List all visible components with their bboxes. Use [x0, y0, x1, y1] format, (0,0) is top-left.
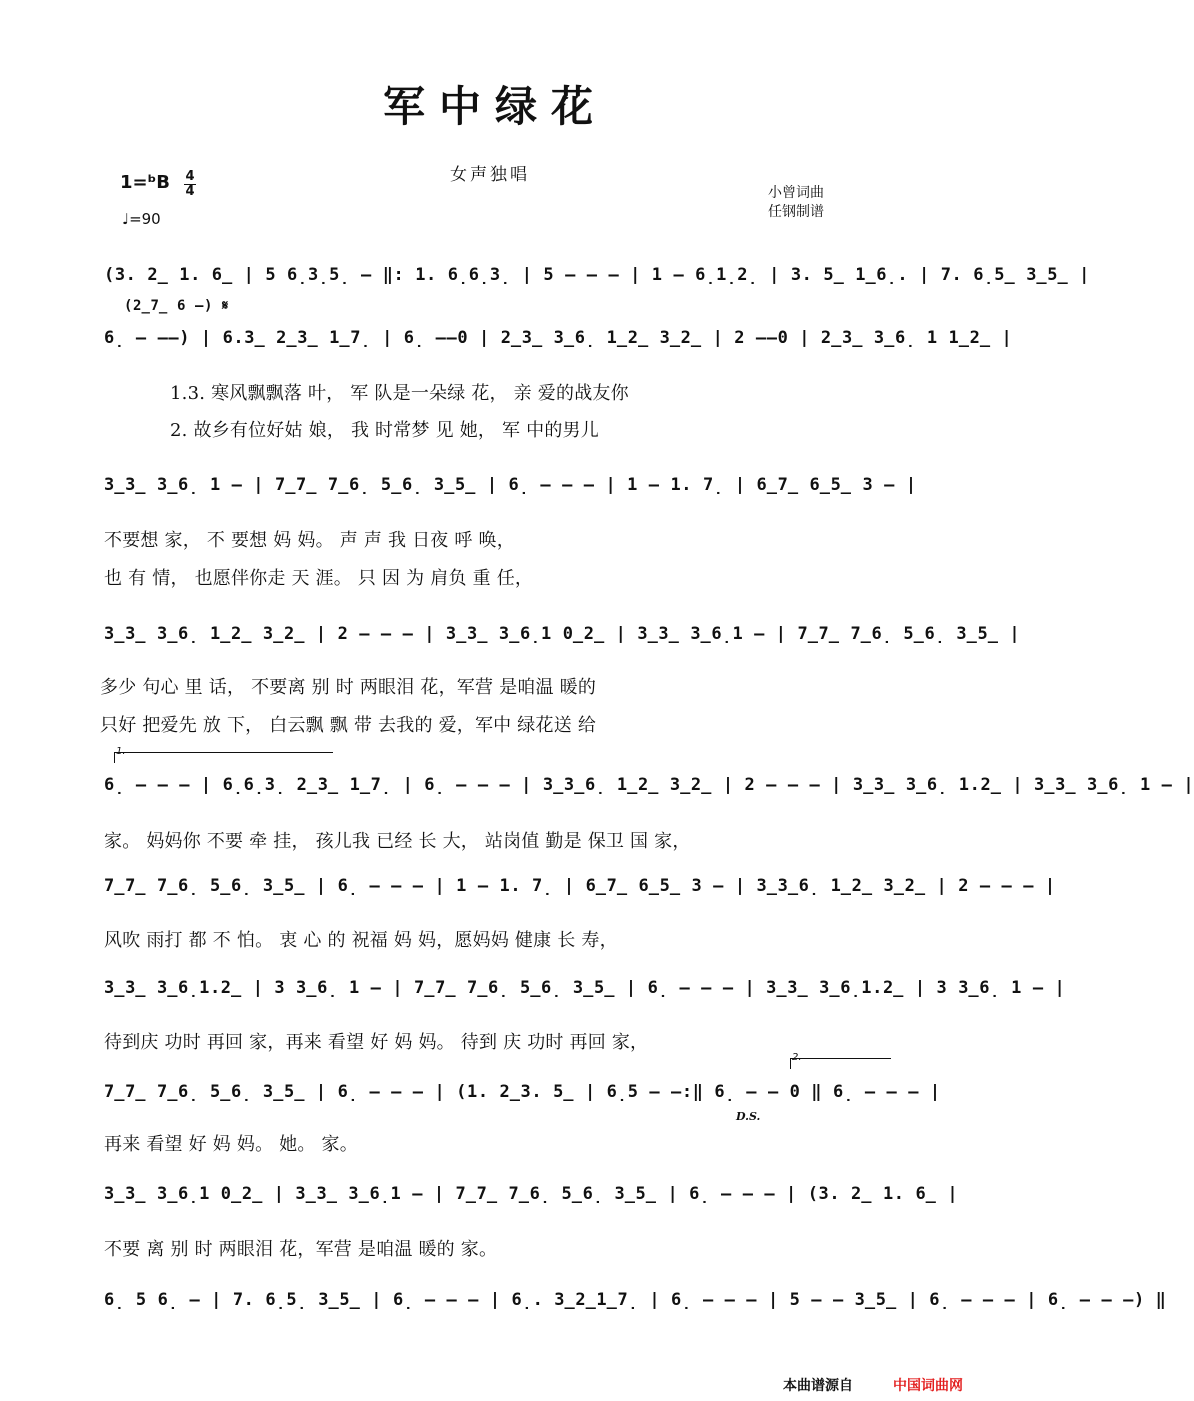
time-signature-top: 4	[185, 169, 195, 184]
footer-site-link[interactable]: 中国词曲网	[893, 1378, 963, 1394]
notation-line: 7̲7̲ 7̲6̣ 5̲6̣ 3̲5̲ | 6̣ – – – | (1. 2̲3. 5̲ | 6̣5 – –:‖ 6̣ – – 0 ‖ 6̣ – – – |	[104, 1082, 941, 1102]
volta-bracket-2	[790, 1058, 891, 1069]
lyric-line: 也 有 情， 也愿伴你走 天 涯。 只 因 为 肩负 重 任，	[104, 568, 534, 589]
lyric-line: 风吹 雨打 都 不 怕。 衷 心 的 祝福 妈 妈，愿妈妈 健康 长 寿，	[104, 930, 618, 951]
notation-line: (3. 2̲ 1. 6̲ | 5 6̣3̣5̣ – ‖: 1. 6̣6̣3̣ | 5 – – – | 1 – 6̣1̣2̣ | 3. 5̲ 1̲6̣. | 7. 6̣5̲ 3̲5̲ |	[104, 265, 1091, 285]
time-signature	[184, 170, 196, 199]
dal-segno-mark: D.S.	[736, 1110, 761, 1123]
lyric-line: 多少 句心 里 话， 不要离 别 时 两眼泪 花，军营 是咱温 暖的	[100, 677, 597, 698]
notation-line: 3̲3̲ 3̲6̣ 1̲2̲ 3̲2̲ | 2 – – – | 3̲3̲ 3̲6̣1 0̲2̲ | 3̲3̲ 3̲6̣1 – | 7̲7̲ 7̲6̣ 5̲6̣ 3̲5̲ |	[104, 624, 1021, 644]
lyric-line: 不要 离 别 时 两眼泪 花，军营 是咱温 暖的 家。	[104, 1239, 498, 1260]
notation-line: 7̲7̲ 7̲6̣ 5̲6̣ 3̲5̲ | 6̣ – – – | 1 – 1. 7̣ | 6̲7̲ 6̲5̲ 3 – | 3̲3̲6̣ 1̲2̲ 3̲2̲ | 2 – – – |	[104, 876, 1056, 896]
time-signature-bottom: 4	[185, 184, 195, 199]
subtitle: 女声独唱	[450, 165, 530, 185]
notation-line: 3̲3̲ 3̲6̣ 1 – | 7̲7̲ 7̲6̣ 5̲6̣ 3̲5̲ | 6̣ – – – | 1 – 1. 7̣ | 6̲7̲ 6̲5̲ 3 – |	[104, 475, 917, 495]
lyric-line: 家。 妈妈你 不要 牵 挂， 孩儿我 已经 长 大， 站岗值 勤是 保卫 国 家，	[104, 831, 691, 852]
notation-line: 3̲3̲ 3̲6̣1.2̲ | 3 3̲6̣ 1 – | 7̲7̲ 7̲6̣ 5̲6̣ 3̲5̲ | 6̣ – – – | 3̲3̲ 3̲6̣1.2̲ | 3 3̲6̣ 1 – |	[104, 978, 1066, 998]
notation-line: 3̲3̲ 3̲6̣1 0̲2̲ | 3̲3̲ 3̲6̣1 – | 7̲7̲ 7̲6̣ 5̲6̣ 3̲5̲ | 6̣ – – – | (3. 2̲ 1. 6̲ |	[104, 1184, 959, 1204]
lyric-line: 1.3. 寒风飘飘落 叶， 军 队是一朵绿 花， 亲 爱的战友你	[170, 383, 629, 404]
notation-line: 6̣ – ––) | 6.3̲ 2̲3̲ 1̲7̣ | 6̣ ––0 | 2̲3̲ 3̲6̣ 1̲2̲ 3̲2̲ | 2 ––0 | 2̲3̲ 3̲6̣ 1 1̲2̲ |	[104, 328, 1013, 348]
lyric-line: 只好 把爱先 放 下， 白云飘 飘 带 去我的 爱，军中 绿花送 给	[100, 715, 597, 736]
key-signature: 1=ᵇB	[120, 172, 170, 193]
credit-transcriber: 任钢制谱	[768, 204, 824, 220]
page-title: 军中绿花	[382, 82, 607, 131]
notation-line: 6̣ 5 6̣ – | 7. 6̣5̣ 3̲5̲ | 6̣ – – – | 6̣. 3̲2̲1̲7̣ | 6̣ – – – | 5 – – 3̲5̲ | 6̣ – – – | 6̣ – – –) ‖	[104, 1290, 1167, 1310]
volta-bracket-1	[114, 752, 333, 763]
lyric-line: 待到庆 功时 再回 家，再来 看望 好 妈 妈。 待到 庆 功时 再回 家，	[104, 1032, 649, 1053]
lyric-line: 不要想 家， 不 要想 妈 妈。 声 声 我 日夜 呼 唤，	[104, 530, 515, 551]
credit-lyricist: 小曾词曲	[768, 185, 824, 201]
lyric-line: 2. 故乡有位好姑 娘， 我 时常梦 见 她， 军 中的男儿	[170, 420, 599, 441]
volta-label-1: 1.	[116, 746, 126, 757]
volta-label-2: 2.	[792, 1052, 802, 1063]
notation-line: (2̲7̲ 6 –) 𝄋	[124, 298, 229, 314]
tempo-marking: ♩=90	[122, 210, 161, 228]
notation-line: 6̣ – – – | 6̣6̣3̣ 2̲3̲ 1̲7̣ | 6̣ – – – | 3̲3̲6̣ 1̲2̲ 3̲2̲ | 2 – – – | 3̲3̲ 3̲6̣ 1.2̲ | 3̲3̲ 3̲6̣ 1 – |	[104, 775, 1194, 795]
lyric-line: 再来 看望 好 妈 妈。 她。 家。	[104, 1134, 358, 1155]
footer-source-label: 本曲谱源自	[783, 1378, 853, 1394]
